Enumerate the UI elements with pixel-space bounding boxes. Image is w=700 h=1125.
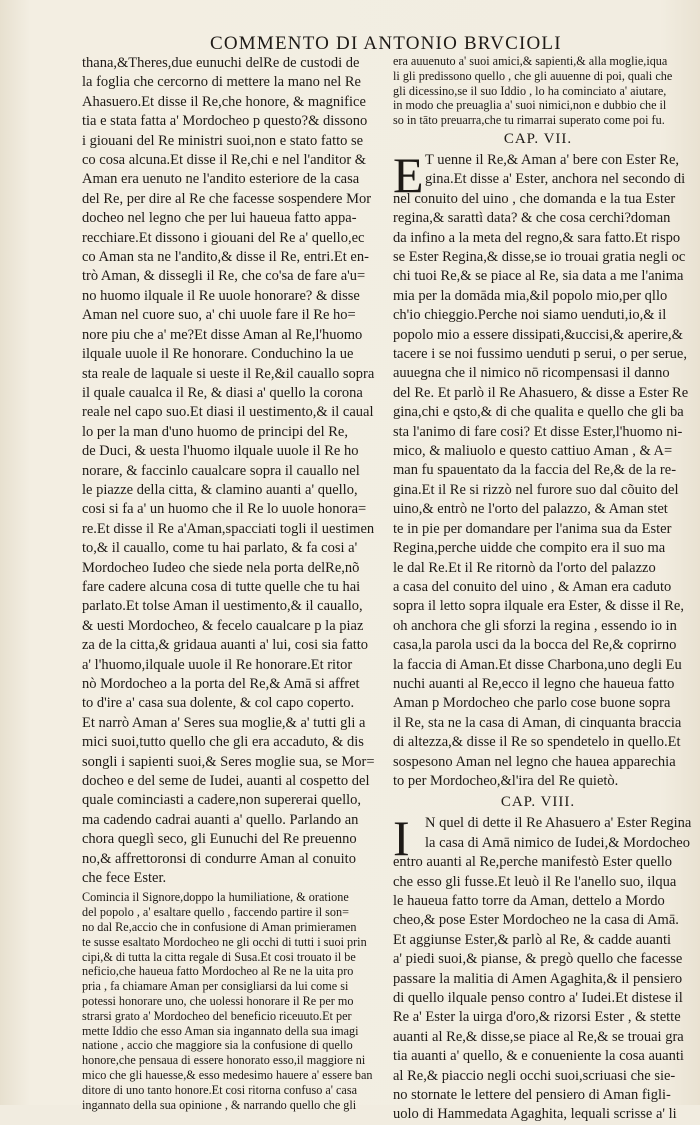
text-line: uolo di Hammedata Agaghita, lequali scrisse a' li — [393, 1106, 677, 1123]
left-column — [82, 54, 387, 1112]
text-line: gina,chi e qsto,& di che qualita e quello che gli ba — [393, 404, 684, 421]
left-column-text — [82, 54, 387, 888]
text-line: recchiare.Et dissono i giouani del Re a' quello,ec — [82, 229, 365, 246]
text-line: reale nel capo suo.Et diasi il uestimento,& il caual — [82, 404, 374, 421]
text-line: lo per la man d'uno huomo de principi del Re, — [82, 423, 348, 440]
text-line: to,& il cauallo, come tu hai parlato, & fa cosi a' — [82, 540, 358, 557]
text-line: del Re. Et parlò il Re Ahasuero, & disse a Ester Re — [393, 384, 689, 401]
text-line: ditore di uno tanto honore.Et cosi ritorna confuso a' casa — [82, 1082, 357, 1097]
text-line: ilquale uuole il Re honorare. Conduchino la ue — [82, 346, 354, 363]
chapter-7-text — [393, 146, 689, 791]
text-line: mico, & maliuolo e questo cattiuo Aman , & A= — [393, 443, 673, 460]
text-line: la faccia di Aman.Et disse Charbona,uno degli Eu — [393, 656, 682, 673]
text-line: al Re,& piaccio negli occhi suoi,scriuasi che sie- — [393, 1067, 676, 1084]
text-line: gina.Et il Re si rizzò nel furore suo dal cõuito del — [393, 481, 679, 498]
text-line: auuegna che il nimico nō ricompensasi il danno — [393, 365, 670, 382]
text-line: Regina,perche uidde che compito era il suo ma — [393, 540, 666, 557]
text-line: man fu spauentato da la faccia del Re,& de la re- — [393, 462, 677, 479]
text-line: nò Mordocheo a la porta del Re,& Amā si affret — [82, 676, 360, 692]
text-line: trò Aman, & dissegli il Re, che co'sa de fare a'u= — [82, 268, 366, 285]
text-line: thana,&Theres,due eunuchi delRe de custodi de — [82, 55, 360, 71]
text-line: nore piu che a' me?Et disse Aman al Re,l'huomo — [82, 326, 363, 343]
text-line: te in pie per domandare per l'anima sua da Ester — [393, 520, 672, 537]
text-line: Et narrò Aman a' Seres sua moglie,& a' tutti gli a — [82, 714, 366, 731]
text-line: li gli predissono quello , che gli auuenne di poi, quali che — [393, 68, 673, 83]
text-line: di quello ilquale penso contro a' Iudei.Et distese il — [393, 990, 683, 1007]
text-line: passare la malitia di Amen Agaghita,& il pensiero — [393, 970, 683, 987]
text-line: Ahasuero.Et disse il Re,che honore, & magnifice — [82, 93, 366, 110]
running-head: COMMENTO DI ANTONIO BRVCIOLI — [210, 33, 562, 54]
text-line: la foglia che cercorno di mettere la mano nel Re — [82, 74, 361, 91]
text-line: tia auanti a' quello, & e conueniente la cosa auanti — [393, 1048, 684, 1065]
text-line: a casa del conuito del uino , & Aman era caduto — [393, 578, 672, 595]
text-line: chora queglì seco, gli Eunuchi del Re preuenno — [82, 831, 357, 848]
text-line: natione , accio che maggiore sia la confusione di quello — [82, 1038, 353, 1053]
text-line: regina,& sarattì data? & che cosa cerchi?doman — [393, 210, 671, 227]
text-line: neficio,che haueua fatto Mordocheo al Re ne la uita pro — [82, 964, 354, 979]
chapter-8-text — [393, 810, 692, 1125]
text-line: norare, & faccinlo caualcare sopra il cauallo nel — [82, 462, 360, 479]
text-line: co Aman sta ne l'andito,& disse il Re, entri.Et en- — [82, 249, 369, 266]
text-line: la casa di Amā nimico de Iudei,& Mordocheo — [425, 834, 690, 851]
text-line: mette Iddio che esso Aman sia ingannato della sua imagi — [82, 1023, 359, 1038]
text-line: sopra il letto sopra ilquale era Ester, & disse il Re, — [393, 598, 684, 615]
text-line: fare cadere alcuna cosa di tutte quelle che tu hai — [82, 578, 361, 595]
text-line: te susse esaltato Mordocheo ne gli occhi di tutti i suoi prin — [82, 934, 367, 949]
chapter-7-drop-cap: E — [393, 146, 424, 203]
text-line: pria , fa chiamare Aman per consigliarsi da lui come si — [82, 979, 349, 994]
text-line: era auuenuto a' suoi amici,& sapienti,& alla moglie,iqua — [393, 54, 668, 68]
text-line: Aman era uenuto ne l'andito esteriore de la casa — [82, 171, 360, 188]
text-line: co cosa alcuna.Et disse il Re,chi e nel l'anditor & — [82, 152, 367, 169]
text-line: za de la citta,& gridaua auanti a' lui, cosi sia fatto — [82, 637, 369, 654]
text-line: Mordocheo Iudeo che siede nela porta delRe,nõ — [82, 559, 360, 576]
text-line: casa,la parola usci da la bocca del Re,& coprirno — [393, 637, 677, 654]
text-line: entro auanti al Re,perche manifestò Ester quello — [393, 854, 673, 871]
text-line: so in tāto preuarra,che tu rimarrai superato come poi fu. — [393, 113, 665, 128]
text-line: in modo che preuaglia a' suoi nimici,non e dubbio che il — [393, 98, 667, 113]
chapter-8-body — [393, 810, 692, 1125]
text-line: to d'ire a' casa sua dolente, & col capo coperto. — [82, 695, 355, 712]
text-line: i giouani del Re ministri suoi,non e stato fatto se — [82, 132, 364, 149]
text-line: uino,& entrò ne l'orto del palazzo, & Aman stet — [393, 501, 668, 518]
text-line: Comincia il Signore,doppo la humiliatione, & oratione — [82, 890, 349, 905]
text-line: sta l'animo di fare cosi? Et disse Ester,l'huomo ni- — [393, 423, 683, 440]
text-line: Aman p Mordocheo che parlo cose buone sopra — [393, 695, 671, 712]
left-column-gloss — [82, 890, 387, 1112]
text-line: da infino a la meta del regno,& sara fatto.Et rispo — [393, 229, 681, 246]
text-line: popolo mio a essere dissipati,&uccisi,& aperire,& — [393, 326, 683, 343]
text-line: Aman nel cuore suo, a' chi uuole fare il Re ho= — [82, 307, 356, 324]
text-line: le haueua fatto torre da Aman, dettelo a Mordo — [393, 893, 665, 910]
text-line: quale cominciasti a cadere,non supererai quello, — [82, 792, 362, 809]
text-line: del popolo , a' esaltare quello , faccendo partire il son= — [82, 905, 349, 920]
text-line: T uenne il Re,& Aman a' bere con Ester Re, — [425, 151, 680, 168]
text-line: gina.Et disse a' Ester, anchora nel secondo di — [425, 171, 686, 188]
text-line: chi tuoi Re,& se piace al Re, sia data a me l'anima — [393, 268, 684, 285]
text-line: mia per la domāda mia,&il popolo mio,per qllo — [393, 287, 668, 304]
chapter-8-heading: CAP. VIII. — [500, 794, 576, 811]
text-line: cheo,& pose Ester Mordocheo ne la casa di Amā. — [393, 912, 679, 929]
text-line: nel conuito del uino , che domanda e la tua Ester — [393, 190, 676, 207]
text-line: ma cadendo cadrai auanti a' quello. Parlando an — [82, 811, 359, 828]
text-line: mico che gli hauesse,& esso medesimo hauere a' essere ban — [82, 1068, 373, 1083]
text-line: oh anchora che gli sforzi la regina , essendo io in — [393, 617, 677, 634]
text-line: tia e stata fatta a' Mordocheo p questo?& dissono — [82, 113, 368, 130]
right-column — [393, 54, 692, 1123]
text-line: il Re, sta ne la casa di Aman, di cinquanta braccia — [393, 714, 682, 731]
text-line: docheo e del seme de Iudei, auanti al cospetto del — [82, 773, 370, 790]
text-line: no dal Re,accio che in confusione di Aman primieramen — [82, 920, 357, 935]
chapter-7-heading: CAP. VII. — [503, 130, 573, 147]
chapter-8-drop-cap: I — [393, 810, 410, 867]
text-line: le piazze della citta, & clamino auanti a' quello, — [82, 481, 358, 498]
text-line: sospesono Aman nel legno che hauea apparechia — [393, 753, 676, 770]
text-line: ingannato della sua opinione , & narrando quello che gli — [82, 1097, 357, 1112]
text-line: del Re, per dire al Re che facesse sospendere Mor — [82, 190, 372, 207]
text-line: Et aggiunse Ester,& parlò al Re, & cadde auanti — [393, 931, 672, 948]
text-line: potessi honorare uno, che uolessi honorare il Re per mo — [82, 994, 354, 1009]
text-line: a' piedi suoi,& pianse, & pregò quello che facesse — [393, 951, 683, 968]
text-line: songli i sapienti suoi,& Seres moglie sua, se Mor= — [82, 753, 375, 770]
chapter-7-body — [393, 146, 689, 791]
text-line: a' l'huomo,ilquale uuole il Re honorare.Et ritor — [82, 656, 353, 673]
text-line: mici suoi,tutto quello che gli era accaduto, & dis — [82, 734, 364, 751]
text-line: cosi si fa a' un huomo che il Re lo uuole honora= — [82, 501, 367, 518]
text-line: gli dicessino,se il suo Iddio , lo ha cominciato a' aiutare, — [393, 83, 667, 98]
text-line: to per Mordocheo,&l'ira del Re quietò. — [393, 772, 619, 789]
text-line: ch'io chieggio.Perche noi siamo uenduti,io,& il — [393, 307, 667, 324]
text-line: Re a' Ester la uirga d'oro,& rizorsi Ester , & stette — [393, 1009, 681, 1026]
text-line: le dal Re.Et il Re ritornò da l'orto del palazzo — [393, 559, 656, 576]
text-line: N quel di dette il Re Ahasuero a' Ester Regina — [425, 815, 692, 832]
text-line: tacere i se noi fussimo uenduti p serui, o per serue, — [393, 346, 687, 363]
text-line: no stornate le lettere del pensiero di Aman figli- — [393, 1087, 671, 1104]
text-line: no huomo ilquale il Re uuole honorare? & disse — [82, 287, 360, 304]
text-line: di altezza,& disse il Re so spendetelo in quello.Et — [393, 734, 681, 751]
text-line: auanti al Re,& disse,se piace al Re,& se trouai gra — [393, 1028, 684, 1045]
text-line: parlato.Et tolse Aman il uestimento,& il cauallo, — [82, 598, 363, 615]
text-line: il quale caualca il Re, & diasi a' quello la corona — [82, 384, 363, 401]
text-line: & uesti Mordocheo, & fecelo caualcare p la piaz — [82, 617, 364, 634]
text-line: de Duci, & uesta l'huomo ilquale uuole il Re ho — [82, 443, 359, 460]
text-line: che esso gli fusse.Et leuò il Re l'anello suo, ilqua — [393, 873, 677, 890]
text-line: docheo nel legno che per lui haueua fatto appa- — [82, 210, 357, 227]
text-line: no,& affrettoronsi di condurre Aman al conuito — [82, 850, 356, 867]
text-line: honore,che pensaua di essere honorato esso,il maggiore ni — [82, 1053, 366, 1068]
text-line: sta reale de laquale si ueste il Re,&il cauallo sopra — [82, 365, 375, 382]
text-line: nuchi auanti al Re,ecco il legno che haueua fatto — [393, 675, 675, 692]
text-line: re.Et disse il Re a'Aman,spacciati togli il uestimen — [82, 520, 375, 537]
text-line: che fece Ester. — [82, 870, 167, 887]
text-line: strarsi grato a' Mordocheo del beneficio riceuuto.Et per — [82, 1008, 352, 1023]
right-column-gloss — [393, 54, 683, 128]
text-line: cipi,& di tutta la citta regale di Susa.Et cosi trouato il be — [82, 949, 356, 964]
text-line: se Ester Regina,& disse,se io trouai gratia negli oc — [393, 249, 686, 266]
